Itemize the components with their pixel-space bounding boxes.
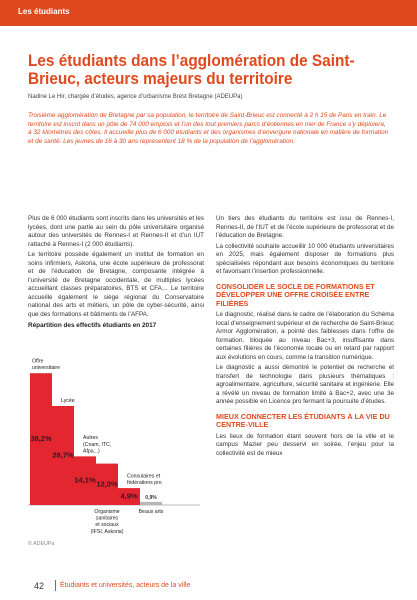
body-paragraph: La collectivité souhaite accueillir 10 000 étudiants universitaires en 2025, mais également disposer de formations plus spécialisées répondant aux besoins économiques du territoire et favorisant l’insertion professionnelle. <box>216 242 394 275</box>
chart-value-label: 28,7% <box>52 450 74 460</box>
right-column <box>216 215 394 460</box>
section-header-bar <box>0 0 417 26</box>
chart-category-label: Organisme sanitaires et sociaux (IFSI, Askoria) <box>90 509 124 535</box>
chart-value-label: 14,1% <box>74 475 96 485</box>
body-paragraph: Le diagnostic a aussi démontré le potentiel de recherche et transfert de technologie dans plusieurs thématiques : agroalimentaire, agriculture, sécurité sanitaire et ingénierie. Elle a révélé un niveau de formation limité à Bac+2, avec une 3e année possible en Licence pro fermant la poursuite d’études. <box>216 364 394 406</box>
chart-credit: © ADEUPa <box>28 541 55 547</box>
chart-value-label: 4,9% <box>120 491 138 501</box>
chart-value-label: 0,9% <box>145 494 157 501</box>
body-paragraph: Plus de 6 000 étudiants sont inscrits dans les universités et les lycées, dont une partie au sein du pôle universitaire organisé autour des universités de Rennes-I et Rennes-II et d’un IUT rattaché à Rennes-I (2 000 étudiants). <box>28 215 204 248</box>
article-title: Les étudiants dans l’agglomération de Saint-Brieuc, acteurs majeurs du territoire <box>28 52 355 88</box>
chart-category-label: Consulaires et fédérations pro <box>127 473 162 487</box>
chart-category-label: Offre universitaire <box>32 358 60 372</box>
footer-divider <box>55 580 56 591</box>
chart-title: Répartition des effectifs étudiants en 2017 <box>28 322 157 329</box>
left-column <box>28 215 204 321</box>
chart-value-label: 12,0% <box>96 479 118 489</box>
article-intro: Troisième agglomération de Bretagne par sa population, le territoire de Saint-Brieuc est connecté à 2 h 15 de Paris en train. Le territoire est inscrit dans un pôle de 74 000 emplois et l’un des tout premiers parcs d’éoliennes en mer de France s’y déploiera, à 32 kilomètres des côtes. Il accueille plus de 6 000 étudiants et des organismes d’envergure nationale en matière de formation et de santé. Les jeunes de 16 à 30 ans représentent 18 % de la population de l’agglomération. <box>28 112 389 145</box>
footer-title: Étudiants et universités, acteurs de la ville <box>60 582 191 589</box>
chart-value-label: 38,2% <box>30 434 52 444</box>
bar-chart <box>28 333 206 535</box>
page-footer <box>0 570 417 600</box>
body-paragraph: Les lieux de formation étant souvent hors de la ville et le campus Mazier peu desservi en soirée, l’enjeu pour la collectivité est de mieux <box>216 432 394 457</box>
body-paragraph: Le diagnostic, réalisé dans le cadre de l’élaboration du Schéma local d’enseignement supérieur et de recherche de Saint-Brieuc Armor Agglomération, a pointé des faiblesses dans l’offre de formation, bloquée au niveau Bac+3, insuffisante dans certaines filières de l’économie locale ou en retard par rapport aux évolutions en cours, comme la transition numérique. <box>216 311 394 361</box>
chart-category-label: Beaux arts <box>138 509 164 515</box>
article-author: Nadine Le Hir, chargée d’études, agence d’urbanisme Brest Bretagne (ADEUPa) <box>28 94 243 100</box>
chart-bar <box>140 502 162 505</box>
chart-category-label: Lycée <box>61 397 75 404</box>
section-label: Les étudiants <box>18 7 70 16</box>
body-paragraph: Un tiers des étudiants du territoire est issu de Rennes-I, Rennes-II, de l’IUT et de l’école supérieure de professorat et de l’éducation de Bretagne. <box>216 215 394 239</box>
body-paragraph: Le territoire possède également un institut de formation en soins infirmiers, Askoria, une école supérieure de professorat et de l’éducation de Bretagne, composante intégrée à l’université de Bretagne occidentale, de multiples lycées accueillant classes préparatoires, BTS et CFA… Le territoire accueille également le siège régional du Conservatoire national des arts et métiers, un pôle de cyber-sécurité, ainsi que des formations et bâtiments de l’AFPA. <box>28 251 204 318</box>
chart-category-label: Autres (Cnam, ITC, Afpa...) <box>83 435 112 455</box>
section-heading: MIEUX CONNECTER LES ÉTUDIANTS À LA VIE DU CENTRE-VILLE <box>216 411 390 430</box>
page-number: 42 <box>34 581 45 591</box>
section-heading: CONSOLIDER LE SOCLE DE FORMATIONS ET DÉVELOPPER UNE OFFRE CROISÉE ENTRE FILIÈRES <box>216 281 375 308</box>
